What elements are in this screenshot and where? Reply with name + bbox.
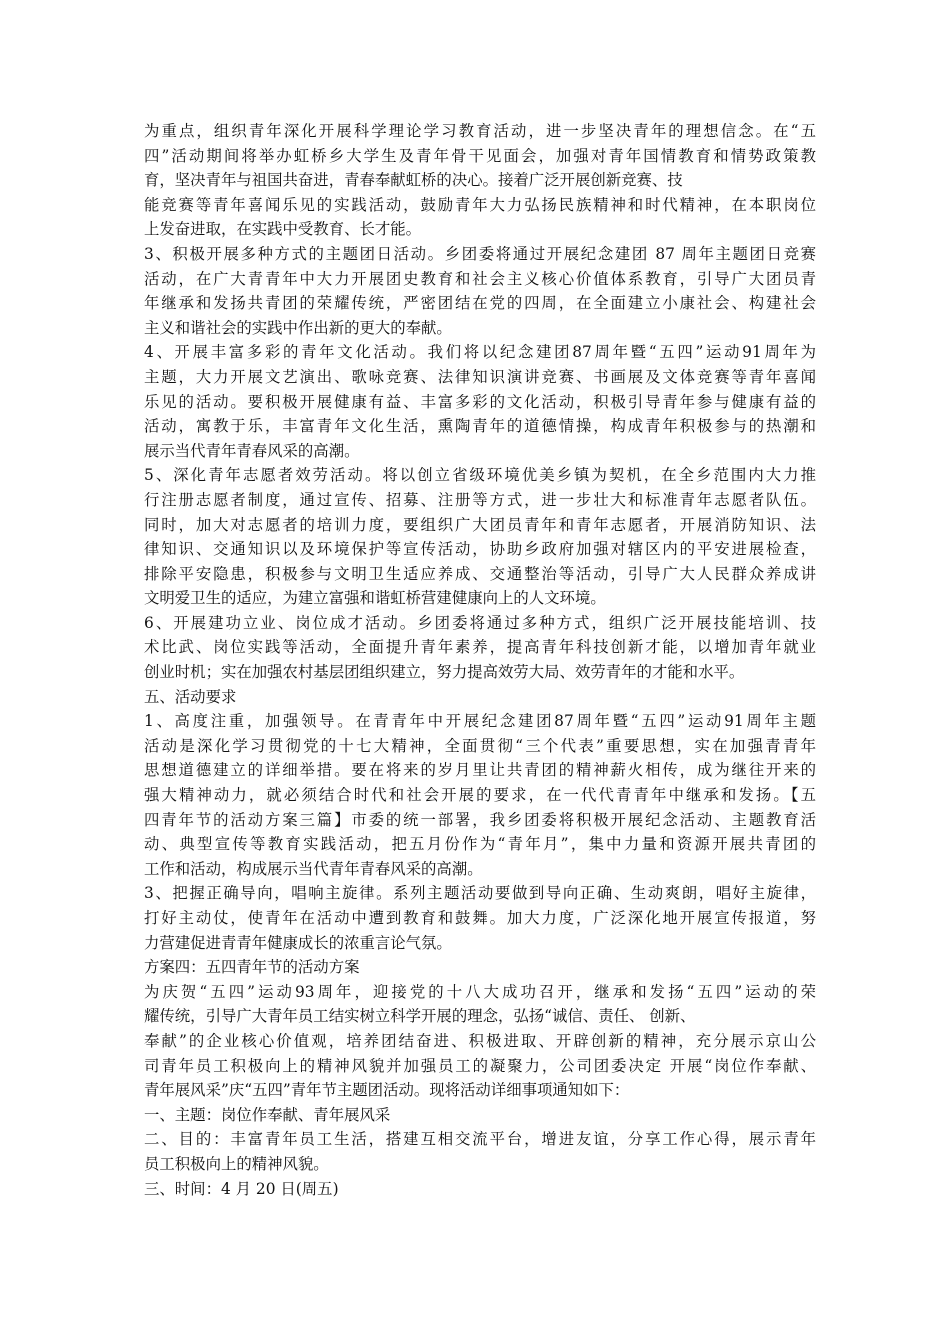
- text-line: 年继承和发扬共青团的荣耀传统，严密团结在党的四周，在全面建立小康社会、构建社会: [144, 294, 816, 313]
- text-line: 排除平安隐患，积极参与文明卫生适应养成、交通整治等活动，引导广大人民群众养成讲: [144, 564, 816, 583]
- text-line: 3、积极开展多种方式的主题团日活动。乡团委将通过开展纪念建团 87 周年主题团日竞赛: [144, 244, 816, 263]
- text-line: 青年展风采”庆“五四”青年节主题团活动。现将活动详细事项通知如下：: [144, 1081, 630, 1100]
- text-line: 四”活动期间将举办虹桥乡大学生及青年骨干见面会，加强对青年国情教育和情势政策教: [144, 146, 816, 165]
- text-line: 术比武、岗位实践等活动，全面提升青年素养，提高青年科技创新才能，以增加青年就业: [144, 638, 816, 657]
- text-line: 活动，寓教于乐，丰富青年文化生活，熏陶青年的道德情操，构成青年积极参与的热潮和: [144, 417, 816, 436]
- text-line: 打好主动仗，使青年在活动中遭到教育和鼓舞。加大力度，广泛深化地开展宣传报道，努: [144, 909, 816, 927]
- text-line: 活动是深化学习贯彻党的十七大精神，全面贯彻“三个代表”重要思想，实在加强青青年: [144, 736, 816, 755]
- text-line: 耀传统，引导广大青年员工结实树立科学开展的理念，弘扬“诚信、责任、 创新、: [144, 1007, 696, 1026]
- text-line: 五、活动要求: [144, 687, 237, 706]
- text-line: 三、时间：4 月 20 日(周五): [144, 1179, 339, 1198]
- text-line: 一、主题：岗位作奉献、青年展风采: [144, 1105, 391, 1124]
- text-line: 为庆贺“五四”运动93周年，迎接党的十八大成功召开，继承和发扬“五四”运动的荣: [144, 982, 816, 1001]
- text-line: 育，坚决青年与祖国共奋进，青春奉献虹桥的决心。接着广泛开展创新竞赛、技: [144, 171, 683, 190]
- text-line: 6、开展建功立业、岗位成才活动。乡团委将通过多种方式，组织广泛开展技能培训、技: [144, 613, 816, 632]
- text-line: 方案四：五四青年节的活动方案: [144, 958, 360, 977]
- text-line: 上发奋进取，在实践中受教育、长才能。: [144, 220, 422, 239]
- text-line: 工作和活动，构成展示当代青年青春风采的高潮。: [144, 859, 483, 878]
- text-line: 4、开展丰富多彩的青年文化活动。我们将以纪念建团87周年暨“五四”运动91周年为: [144, 343, 816, 362]
- text-line: 创业时机；实在加强农村基层团组织建立，努力提高效劳大局、效劳青年的才能和水平。: [144, 663, 745, 682]
- text-line: 行注册志愿者制度，通过宣传、招募、注册等方式，进一步壮大和标准青年志愿者队伍。: [144, 490, 816, 509]
- text-line: 同时，加大对志愿者的培训力度，要组织广大团员青年和青年志愿者，开展消防知识、法: [144, 515, 816, 534]
- text-line: 5、深化青年志愿者效劳活动。将以创立省级环境优美乡镇为契机，在全乡范围内大力推: [144, 466, 816, 485]
- text-line: 动、典型宣传等教育实践活动，把五月份作为“青年月”，集中力量和资源开展共青团的: [144, 835, 816, 854]
- text-line: 二、目的：丰富青年员工生活，搭建互相交流平台，增进友谊，分享工作心得，展示青年: [144, 1130, 816, 1149]
- document-body: [144, 119, 816, 1201]
- text-line: 展示当代青年青春风采的高潮。: [144, 441, 360, 460]
- text-line: 文明爱卫生的适应，为建立富强和谐虹桥营建健康向上的人文环境。: [144, 589, 606, 608]
- text-line: 主题，大力开展文艺演出、歌咏竞赛、法律知识演讲竞赛、书画展及文体竞赛等青年喜闻: [144, 367, 816, 386]
- text-line: 主义和谐社会的实践中作出新的更大的奉献。: [144, 318, 452, 337]
- text-line: 员工积极向上的精神风貌。: [144, 1154, 329, 1173]
- text-line: 活动，在广大青青年中大力开展团史教育和社会主义核心价值体系教育，引导广大团员青: [144, 269, 816, 288]
- text-line: 律知识、交通知识以及环境保护等宣传活动，协助乡政府加强对辖区内的平安进展检查，: [144, 540, 816, 559]
- text-line: 思想道德建立的详细举措。要在将来的岁月里让共青团的精神薪火相传，成为继往开来的: [144, 761, 816, 780]
- text-line: 为重点，组织青年深化开展科学理论学习教育活动，进一步坚决青年的理想信念。在“五: [144, 122, 816, 140]
- text-line: 3、把握正确导向，唱响主旋律。系列主题活动要做到导向正确、生动爽朗，唱好主旋律，: [144, 884, 816, 903]
- text-line: 强大精神动力，就必须结合时代和社会开展的要求，在一代代青青年中继承和发扬。【五: [144, 786, 816, 805]
- text-line: 能竞赛等青年喜闻乐见的实践活动，鼓励青年大力弘扬民族精神和时代精神，在本职岗位: [144, 195, 816, 214]
- text-line: 四青年节的活动方案三篇】市委的统一部署，我乡团委将积极开展纪念活动、主题教育活: [144, 810, 816, 829]
- text-line: 司青年员工积极向上的精神风貌并加强员工的凝聚力，公司团委决定 开展“岗位作奉献、: [144, 1056, 816, 1075]
- text-line: 力营建促进青青年健康成长的浓重言论气氛。: [144, 933, 452, 952]
- text-line: 乐见的活动。要积极开展健康有益、丰富多彩的文化活动，积极引导青年参与健康有益的: [144, 392, 816, 411]
- text-line: 1、高度注重，加强领导。在青青年中开展纪念建团87周年暨“五四”运动91周年主题: [144, 712, 816, 731]
- text-line: 奉献”的企业核心价值观，培养团结奋进、积极进取、开辟创新的精神，充分展示京山公: [144, 1031, 816, 1050]
